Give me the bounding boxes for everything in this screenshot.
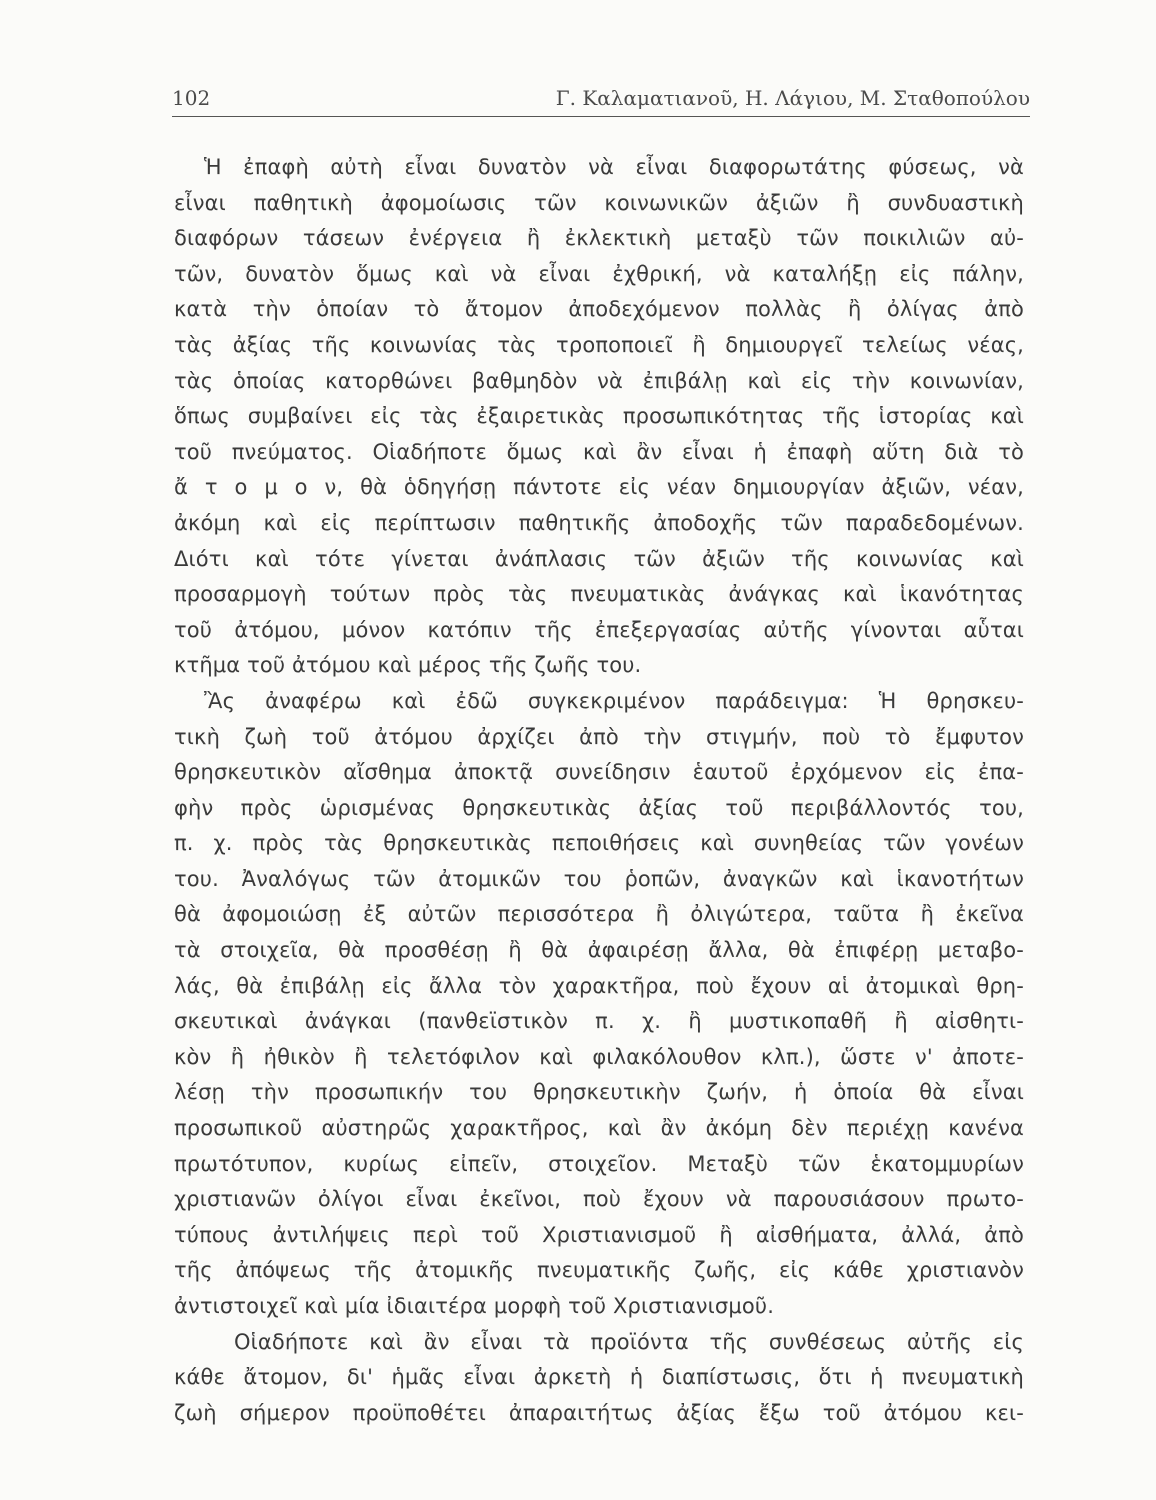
text-line: τῶν, δυνατὸν ὅμως καὶ νὰ εἶναι ἐχθρική, νὰ καταλήξῃ εἰς πάλην, bbox=[174, 261, 1024, 286]
text-line: κτῆμα τοῦ ἀτόμου καὶ μέρος τῆς ζωῆς του. bbox=[174, 653, 642, 678]
page-number: 102 bbox=[172, 86, 211, 110]
text-line: Διότι καὶ τότε γίνεται ἀνάπλασις τῶν ἀξιῶν τῆς κοινωνίας καὶ bbox=[174, 546, 1024, 571]
text-line: π. χ. πρὸς τὰς θρησκευτικὰς πεποιθήσεις καὶ συνηθείας τῶν γονέων bbox=[174, 831, 1024, 856]
text-line: διαφόρων τάσεων ἐνέργεια ἢ ἐκλεκτικὴ μεταξὺ τῶν ποικιλιῶν αὐ- bbox=[174, 226, 1024, 251]
text-line: ζωὴ σήμερον προϋποθέτει ἀπαραιτήτως ἀξίας ἔξω τοῦ ἀτόμου κει- bbox=[174, 1400, 1024, 1425]
text-line: λέσῃ τὴν προσωπικήν του θρησκευτικὴν ζωήν, ἡ ὁποία θὰ εἶναι bbox=[174, 1080, 1024, 1105]
text-line: Ἂς ἀναφέρω καὶ ἐδῶ συγκεκριμένον παράδειγμα: Ἡ θρησκευ- bbox=[204, 688, 1024, 713]
running-header-authors: Γ. Καλαματιανοῦ, Η. Λάγιου, Μ. Σταθοπούλου bbox=[555, 86, 1030, 110]
text-line: ἀκόμη καὶ εἰς περίπτωσιν παθητικῆς ἀποδοχῆς τῶν παραδεδομένων. bbox=[174, 510, 1024, 535]
text-line: τὰ στοιχεῖα, θὰ προσθέσῃ ἢ θὰ ἀφαιρέσῃ ἄλλα, θὰ ἐπιφέρῃ μεταβο- bbox=[174, 938, 1024, 963]
text-line: σκευτικαὶ ἀνάγκαι (πανθεϊστικὸν π. χ. ἢ μυστικοπαθῆ ἢ αἰσθητι- bbox=[174, 1009, 1024, 1034]
text-line: ὅπως συμβαίνει εἰς τὰς ἐξαιρετικὰς προσωπικότητας τῆς ἱστορίας καὶ bbox=[174, 404, 1024, 429]
text-line: λάς, θὰ ἐπιβάλῃ εἰς ἄλλα τὸν χαρακτῆρα, ποὺ ἔχουν αἱ ἀτομικαὶ θρη- bbox=[174, 973, 1024, 998]
text-line: ἄ τ ο μ ο ν, θὰ ὁδηγήσῃ πάντοτε εἰς νέαν δημιουργίαν ἀξιῶν, νέαν, bbox=[174, 475, 1024, 500]
text-line: ἀντιστοιχεῖ καὶ μία ἰδιαιτέρα μορφὴ τοῦ Χριστιανισμοῦ. bbox=[174, 1294, 775, 1318]
text-line: κὸν ἢ ἠθικὸν ἢ τελετόφιλον καὶ φιλακόλουθον κλπ.), ὥστε ν' ἀποτε- bbox=[174, 1044, 1024, 1069]
text-line: εἶναι παθητικὴ ἀφομοίωσις τῶν κοινωνικῶν ἀξιῶν ἢ συνδυαστικὴ bbox=[174, 190, 1024, 215]
text-line: θὰ ἀφομοιώσῃ ἐξ αὐτῶν περισσότερα ἢ ὀλιγώτερα, ταῦτα ἢ ἐκεῖνα bbox=[174, 902, 1024, 927]
text-line: θρησκευτικὸν αἴσθημα ἀποκτᾷ συνείδησιν ἑαυτοῦ ἐρχόμενον εἰς ἐπα- bbox=[174, 760, 1024, 785]
text-line: προσωπικοῦ αὐστηρῶς χαρακτῆρος, καὶ ἂν ἀκόμη δὲν περιέχῃ κανένα bbox=[174, 1116, 1024, 1141]
text-line: του. Ἀναλόγως τῶν ἀτομικῶν του ῥοπῶν, ἀναγκῶν καὶ ἱκανοτήτων bbox=[174, 866, 1024, 891]
text-line: τοῦ πνεύματος. Οἱαδήποτε ὅμως καὶ ἂν εἶναι ἡ ἐπαφὴ αὕτη διὰ τὸ bbox=[174, 439, 1024, 464]
text-line: προσαρμογὴ τούτων πρὸς τὰς πνευματικὰς ἀνάγκας καὶ ἱκανότητας bbox=[174, 582, 1024, 607]
text-line: κατὰ τὴν ὁποίαν τὸ ἄτομον ἀποδεχόμενον πολλὰς ἢ ὀλίγας ἀπὸ bbox=[174, 297, 1024, 322]
text-line: τῆς ἀπόψεως τῆς ἀτομικῆς πνευματικῆς ζωῆς, εἰς κάθε χριστιανὸν bbox=[174, 1258, 1024, 1283]
text-line: τοῦ ἀτόμου, μόνον κατόπιν τῆς ἐπεξεργασίας αὐτῆς γίνονται αὗται bbox=[174, 617, 1024, 642]
running-header bbox=[172, 86, 1030, 117]
text-line: Οἱαδήποτε καὶ ἂν εἶναι τὰ προϊόντα τῆς συνθέσεως αὐτῆς εἰς bbox=[234, 1329, 1024, 1354]
body-text bbox=[174, 150, 1024, 1431]
text-line: κάθε ἄτομον, δι' ἡμᾶς εἶναι ἀρκετὴ ἡ διαπίστωσις, ὅτι ἡ πνευματικὴ bbox=[174, 1365, 1024, 1390]
text-line: τικὴ ζωὴ τοῦ ἀτόμου ἀρχίζει ἀπὸ τὴν στιγμήν, ποὺ τὸ ἔμφυτον bbox=[174, 724, 1024, 749]
text-line: φὴν πρὸς ὡρισμένας θρησκευτικὰς ἀξίας τοῦ περιβάλλοντός του, bbox=[174, 795, 1024, 820]
text-line: Ἡ ἐπαφὴ αὐτὴ εἶναι δυνατὸν νὰ εἶναι διαφορωτάτης φύσεως, νὰ bbox=[204, 155, 1024, 179]
text-line: τὰς ἀξίας τῆς κοινωνίας τὰς τροποποιεῖ ἢ δημιουργεῖ τελείως νέας, bbox=[174, 332, 1024, 357]
text-line: τύπους ἀντιλήψεις περὶ τοῦ Χριστιανισμοῦ ἢ αἰσθήματα, ἀλλά, ἀπὸ bbox=[174, 1222, 1024, 1247]
text-line: χριστιανῶν ὀλίγοι εἶναι ἐκεῖνοι, ποὺ ἔχουν νὰ παρουσιάσουν πρωτο- bbox=[174, 1187, 1024, 1212]
text-line: πρωτότυπον, κυρίως εἰπεῖν, στοιχεῖον. Μεταξὺ τῶν ἑκατομμυρίων bbox=[174, 1151, 1024, 1176]
text-line: τὰς ὁποίας κατορθώνει βαθμηδὸν νὰ ἐπιβάλῃ καὶ εἰς τὴν κοινωνίαν, bbox=[174, 368, 1024, 393]
